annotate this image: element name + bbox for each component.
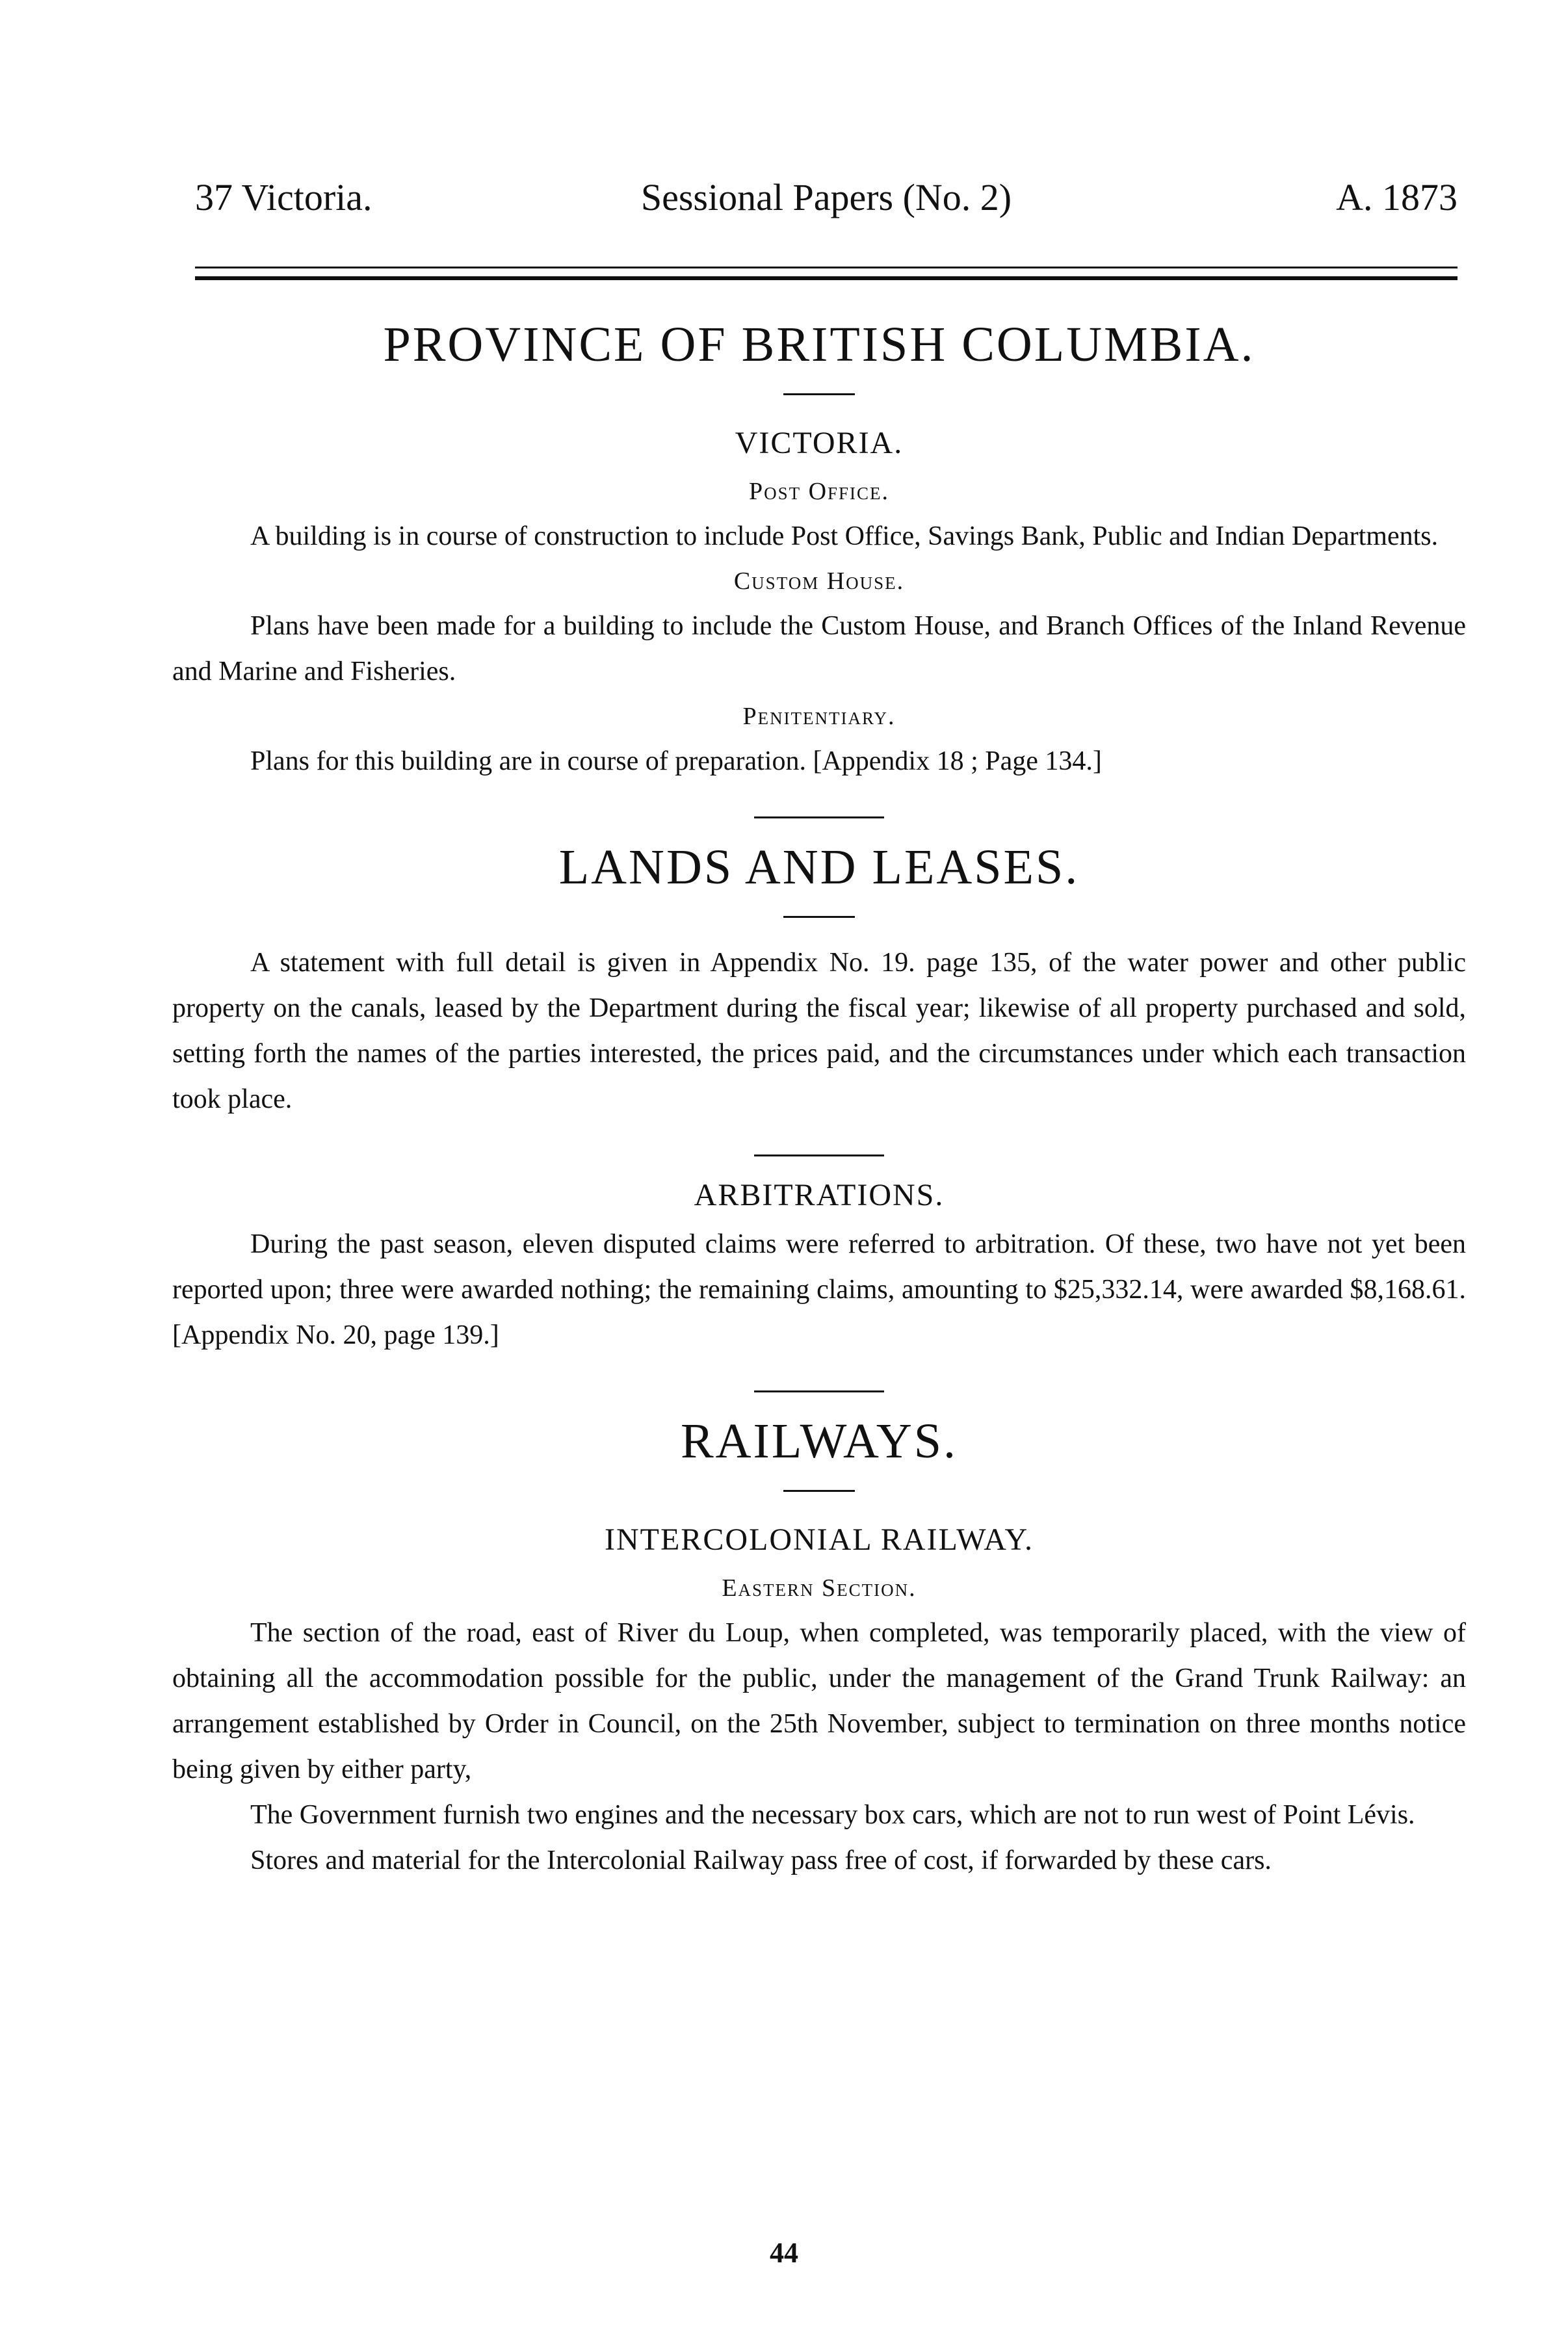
divider (783, 1490, 855, 1492)
lands-text: A statement with full detail is given in Appendix No. 19. page 135, of the water power and other public property on the canals, leased by the Department during the fiscal year; likewise of all property purchased and sold, setting forth the names of the parties interested, the prices paid, and the circumstances under which each transaction took place. (172, 948, 1466, 1114)
header-rule (195, 267, 1457, 280)
intercolonial-heading: INTERCOLONIAL RAILWAY. (605, 1522, 1034, 1557)
eastern-section-para-3: Stores and material for the Intercolonial Railway pass free of cost, if forwarded by these cars. (250, 1846, 1272, 1875)
lands-title: LANDS AND LEASES. (558, 840, 1080, 894)
divider (754, 1154, 884, 1156)
victoria-heading: VICTORIA. (735, 426, 904, 460)
penitentiary-heading: Penitentiary. (742, 703, 896, 730)
eastern-section-para-2: The Government furnish two engines and the necessary box cars, which are not to run west of Point Lévis. (250, 1800, 1415, 1830)
page-content (172, 309, 1466, 1883)
page-number: 44 (770, 2237, 798, 2269)
header-left: 37 Victoria. (195, 176, 372, 218)
post-office-heading: Post Office. (748, 478, 890, 505)
arbitrations-title: ARBITRATIONS. (694, 1178, 945, 1212)
penitentiary-text: Plans for this building are in course of preparation. [Appendix 18 ; Page 134.] (250, 746, 1102, 776)
railways-title: RAILWAYS. (680, 1414, 958, 1468)
divider (754, 1390, 884, 1392)
province-title: PROVINCE OF BRITISH COLUMBIA. (383, 317, 1255, 372)
arbitrations-text: During the past season, eleven disputed claims were referred to arbitration. Of these, two have not yet been reported upon; three were awarded nothing; the remaining claims, amounting to $25,332.14, were awarded $8,168.61. [Appendix No. 20, page 139.] (172, 1229, 1466, 1350)
custom-house-text: Plans have been made for a building to include the Custom House, and Branch Offices of the Inland Revenue and Marine and Fisheries. (172, 611, 1466, 686)
divider (783, 916, 855, 918)
custom-house-heading: Custom House. (733, 567, 905, 595)
post-office-text: A building is in course of construction to include Post Office, Savings Bank, Public and Indian Departments. (250, 521, 1439, 551)
divider (783, 393, 855, 395)
eastern-section-para-1: The section of the road, east of River du Loup, when completed, was temporarily placed, with the view of obtaining all the accommodation possible for the public, under the management of the Grand Trunk Railway: an arrangement established by Order in Council, on the 25th November, subject to termination on three months notice being given by either party, (172, 1618, 1466, 1784)
eastern-section-heading: Eastern Section. (722, 1574, 917, 1602)
divider (754, 816, 884, 818)
header-right: A. 1873 (1336, 176, 1457, 218)
running-header (195, 176, 1457, 241)
header-center: Sessional Papers (No. 2) (640, 176, 1012, 218)
